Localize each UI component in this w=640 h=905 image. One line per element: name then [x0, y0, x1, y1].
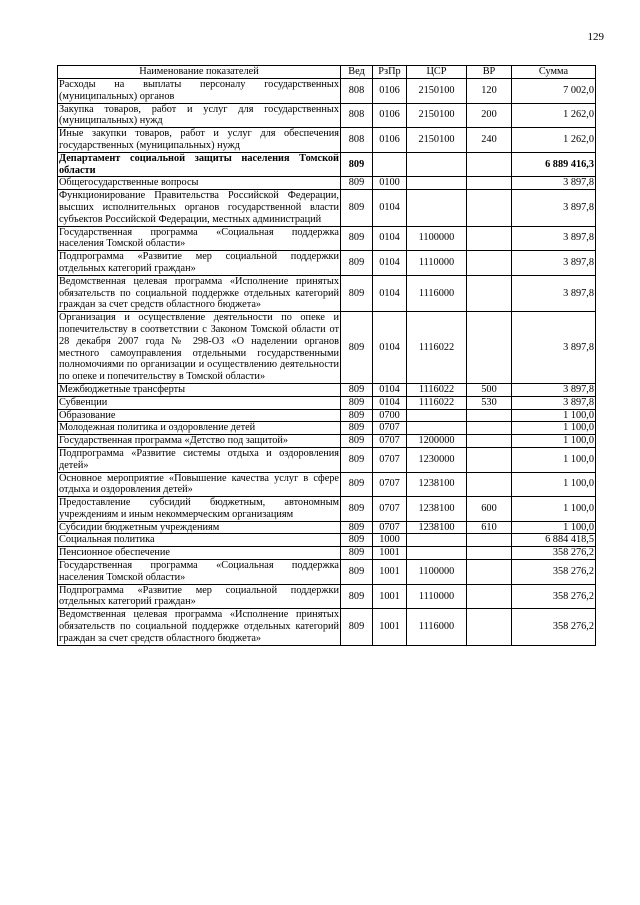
cell-rzpr: 0104: [373, 275, 407, 311]
col-header-sum: Сумма: [512, 66, 596, 79]
cell-name: Пенсионное обеспечение: [58, 547, 341, 560]
cell-ved: 808: [341, 79, 373, 104]
cell-ved: 809: [341, 226, 373, 251]
cell-csr: [407, 547, 467, 560]
cell-sum: 358 276,2: [512, 584, 596, 609]
cell-name: Иные закупки товаров, работ и услуг для обеспечения государственных (муниципальных) нужд: [59, 128, 339, 151]
cell-vr: [467, 251, 512, 276]
cell-ved: 809: [341, 190, 373, 226]
table-row: [58, 447, 596, 472]
cell-name: Образование: [58, 409, 341, 422]
cell-ved: 809: [341, 152, 373, 177]
cell-rzpr: 1001: [373, 547, 407, 560]
cell-vr: 500: [467, 383, 512, 396]
table-row: [58, 422, 596, 435]
cell-vr: [467, 472, 512, 497]
budget-table: [57, 65, 596, 646]
cell-csr: 1200000: [407, 435, 467, 448]
cell-rzpr: 0106: [373, 103, 407, 128]
table-header-row: [58, 66, 596, 79]
cell-name: Государственная программа «Социальная поддержка населения Томской области»: [59, 226, 339, 250]
cell-ved: 809: [341, 560, 373, 585]
cell-ved: 809: [341, 547, 373, 560]
cell-vr: [467, 547, 512, 560]
cell-ved: 809: [341, 275, 373, 311]
table-row: [58, 152, 596, 177]
cell-name: Организация и осуществление деятельности по опеке и попечительству в соответствии с Законом Томской области от 28 декабря 2007 года № 298-ОЗ «О наделении органов местного самоуправления отдельными государственными полномочиями по организации и осуществлению деятельности по опеке и попечительству в Томской области»: [59, 312, 339, 383]
table-row: [58, 534, 596, 547]
cell-rzpr: 0707: [373, 472, 407, 497]
cell-sum: 3 897,8: [512, 190, 596, 226]
cell-ved: 808: [341, 103, 373, 128]
cell-rzpr: 1001: [373, 609, 407, 645]
cell-sum: 3 897,8: [512, 275, 596, 311]
table-row: [58, 251, 596, 276]
cell-rzpr: 0106: [373, 79, 407, 104]
cell-rzpr: 0104: [373, 226, 407, 251]
cell-name: Социальная политика: [58, 534, 341, 547]
cell-csr: 1230000: [407, 447, 467, 472]
cell-csr: [407, 534, 467, 547]
cell-sum: 1 100,0: [512, 521, 596, 534]
cell-ved: 809: [341, 521, 373, 534]
cell-sum: 3 897,8: [512, 226, 596, 251]
cell-ved: 809: [341, 584, 373, 609]
col-header-rzpr: РзПр: [373, 66, 407, 79]
cell-sum: 1 262,0: [512, 128, 596, 153]
cell-csr: 1116022: [407, 396, 467, 409]
cell-vr: [467, 447, 512, 472]
cell-rzpr: 0100: [373, 177, 407, 190]
table-row: [58, 177, 596, 190]
cell-name: Ведомственная целевая программа «Исполнение принятых обязательств по социальной поддержке отдельных категорий граждан за счет средств областного бюджета»: [59, 275, 339, 311]
cell-vr: 530: [467, 396, 512, 409]
cell-vr: [467, 560, 512, 585]
cell-csr: 1110000: [407, 251, 467, 276]
cell-sum: 3 897,8: [512, 383, 596, 396]
cell-ved: 809: [341, 396, 373, 409]
cell-csr: 1116000: [407, 609, 467, 645]
cell-sum: 3 897,8: [512, 177, 596, 190]
cell-csr: 2150100: [407, 103, 467, 128]
table-row: [58, 584, 596, 609]
cell-csr: 1116000: [407, 275, 467, 311]
cell-ved: 809: [341, 472, 373, 497]
cell-csr: [407, 422, 467, 435]
cell-sum: 3 897,8: [512, 251, 596, 276]
cell-sum: 6 889 416,3: [512, 152, 596, 177]
cell-ved: 809: [341, 435, 373, 448]
cell-rzpr: 0104: [373, 396, 407, 409]
cell-name: Подпрограмма «Развитие мер социальной поддержки отдельных категорий граждан»: [59, 584, 339, 608]
table-row: [58, 435, 596, 448]
cell-vr: [467, 534, 512, 547]
cell-sum: 1 100,0: [512, 422, 596, 435]
cell-rzpr: 0707: [373, 521, 407, 534]
cell-vr: [467, 152, 512, 177]
cell-sum: 358 276,2: [512, 609, 596, 645]
cell-name: Государственная программа «Детство под защитой»: [58, 435, 341, 448]
table-row: [58, 190, 596, 226]
cell-sum: 7 002,0: [512, 79, 596, 104]
cell-name: Государственная программа «Социальная поддержка населения Томской области»: [59, 560, 339, 583]
cell-sum: 358 276,2: [512, 547, 596, 560]
cell-name: Предоставление субсидий бюджетным, автономным учреждениям и иным некоммерческим организациям: [59, 497, 339, 520]
cell-name: Функционирование Правительства Российской Федерации, высших исполнительных органов государственной власти субъектов Российской Федерации, местных администраций: [59, 190, 339, 225]
cell-name: Основное мероприятие «Повышение качества услуг в сфере отдыха и оздоровления детей»: [59, 472, 339, 496]
cell-name: Подпрограмма «Развитие мер социальной поддержки отдельных категорий граждан»: [59, 251, 339, 274]
cell-sum: 1 100,0: [512, 497, 596, 522]
table-row: [58, 312, 596, 384]
cell-sum: 3 897,8: [512, 312, 596, 384]
table-row: [58, 497, 596, 522]
cell-vr: [467, 435, 512, 448]
cell-rzpr: 0104: [373, 383, 407, 396]
cell-name: Закупка товаров, работ и услуг для государственных (муниципальных) нужд: [59, 103, 339, 127]
col-header-ved: Вед: [341, 66, 373, 79]
cell-name: Субсидии бюджетным учреждениям: [58, 521, 341, 534]
cell-name: Подпрограмма «Развитие системы отдыха и оздоровления детей»: [59, 447, 339, 471]
table-row: [58, 521, 596, 534]
cell-csr: [407, 190, 467, 226]
table-row: [58, 383, 596, 396]
cell-rzpr: [373, 152, 407, 177]
cell-sum: 1 100,0: [512, 472, 596, 497]
cell-csr: 1110000: [407, 584, 467, 609]
cell-rzpr: 1000: [373, 534, 407, 547]
cell-vr: [467, 177, 512, 190]
cell-sum: 6 884 418,5: [512, 534, 596, 547]
cell-vr: [467, 609, 512, 645]
cell-rzpr: 0700: [373, 409, 407, 422]
cell-ved: 809: [341, 497, 373, 522]
cell-csr: 1100000: [407, 226, 467, 251]
cell-name: Общегосударственные вопросы: [58, 177, 341, 190]
cell-rzpr: 0707: [373, 435, 407, 448]
cell-vr: 610: [467, 521, 512, 534]
cell-vr: [467, 422, 512, 435]
page-number: 129: [587, 31, 604, 43]
cell-name: Межбюджетные трансферты: [58, 383, 341, 396]
cell-csr: [407, 177, 467, 190]
cell-csr: 2150100: [407, 79, 467, 104]
cell-ved: 809: [341, 447, 373, 472]
cell-rzpr: 0707: [373, 447, 407, 472]
cell-csr: [407, 409, 467, 422]
cell-vr: [467, 409, 512, 422]
cell-ved: 809: [341, 409, 373, 422]
table-row: [58, 472, 596, 497]
table-row: [58, 103, 596, 128]
cell-sum: 1 262,0: [512, 103, 596, 128]
table-row: [58, 128, 596, 153]
cell-ved: 809: [341, 609, 373, 645]
cell-vr: [467, 312, 512, 384]
cell-name: Субвенции: [58, 396, 341, 409]
cell-csr: 1238100: [407, 521, 467, 534]
cell-vr: 120: [467, 79, 512, 104]
table-row: [58, 547, 596, 560]
cell-rzpr: 0707: [373, 422, 407, 435]
cell-vr: [467, 275, 512, 311]
table-row: [58, 609, 596, 645]
cell-csr: 1116022: [407, 312, 467, 384]
cell-ved: 809: [341, 534, 373, 547]
table-row: [58, 226, 596, 251]
col-header-vr: ВР: [467, 66, 512, 79]
cell-ved: 808: [341, 128, 373, 153]
cell-name: Молодежная политика и оздоровление детей: [58, 422, 341, 435]
table-row: [58, 560, 596, 585]
cell-ved: 809: [341, 251, 373, 276]
cell-ved: 809: [341, 312, 373, 384]
cell-sum: 358 276,2: [512, 560, 596, 585]
cell-rzpr: 1001: [373, 584, 407, 609]
cell-csr: 2150100: [407, 128, 467, 153]
cell-rzpr: 1001: [373, 560, 407, 585]
cell-rzpr: 0104: [373, 251, 407, 276]
cell-rzpr: 0707: [373, 497, 407, 522]
cell-csr: 1238100: [407, 472, 467, 497]
cell-csr: 1116022: [407, 383, 467, 396]
cell-vr: 600: [467, 497, 512, 522]
cell-rzpr: 0104: [373, 190, 407, 226]
cell-ved: 809: [341, 383, 373, 396]
table-row: [58, 275, 596, 311]
cell-sum: 1 100,0: [512, 409, 596, 422]
cell-vr: [467, 584, 512, 609]
cell-rzpr: 0104: [373, 312, 407, 384]
cell-name: Расходы на выплаты персоналу государственных (муниципальных) органов: [59, 79, 339, 102]
cell-csr: 1100000: [407, 560, 467, 585]
cell-sum: 1 100,0: [512, 447, 596, 472]
table-row: [58, 409, 596, 422]
cell-csr: 1238100: [407, 497, 467, 522]
table-body: [58, 79, 596, 646]
cell-vr: 240: [467, 128, 512, 153]
cell-name: Ведомственная целевая программа «Исполнение принятых обязательств по социальной поддержке отдельных категорий граждан за счет средств областного бюджета»: [59, 609, 339, 644]
cell-sum: 3 897,8: [512, 396, 596, 409]
cell-ved: 809: [341, 422, 373, 435]
table-row: [58, 79, 596, 104]
table-row: [58, 396, 596, 409]
cell-ved: 809: [341, 177, 373, 190]
cell-sum: 1 100,0: [512, 435, 596, 448]
cell-vr: 200: [467, 103, 512, 128]
col-header-csr: ЦСР: [407, 66, 467, 79]
cell-rzpr: 0106: [373, 128, 407, 153]
cell-csr: [407, 152, 467, 177]
cell-vr: [467, 226, 512, 251]
cell-vr: [467, 190, 512, 226]
col-header-name: Наименование показателей: [58, 66, 341, 79]
cell-name: Департамент социальной защиты населения Томской области: [59, 152, 339, 176]
